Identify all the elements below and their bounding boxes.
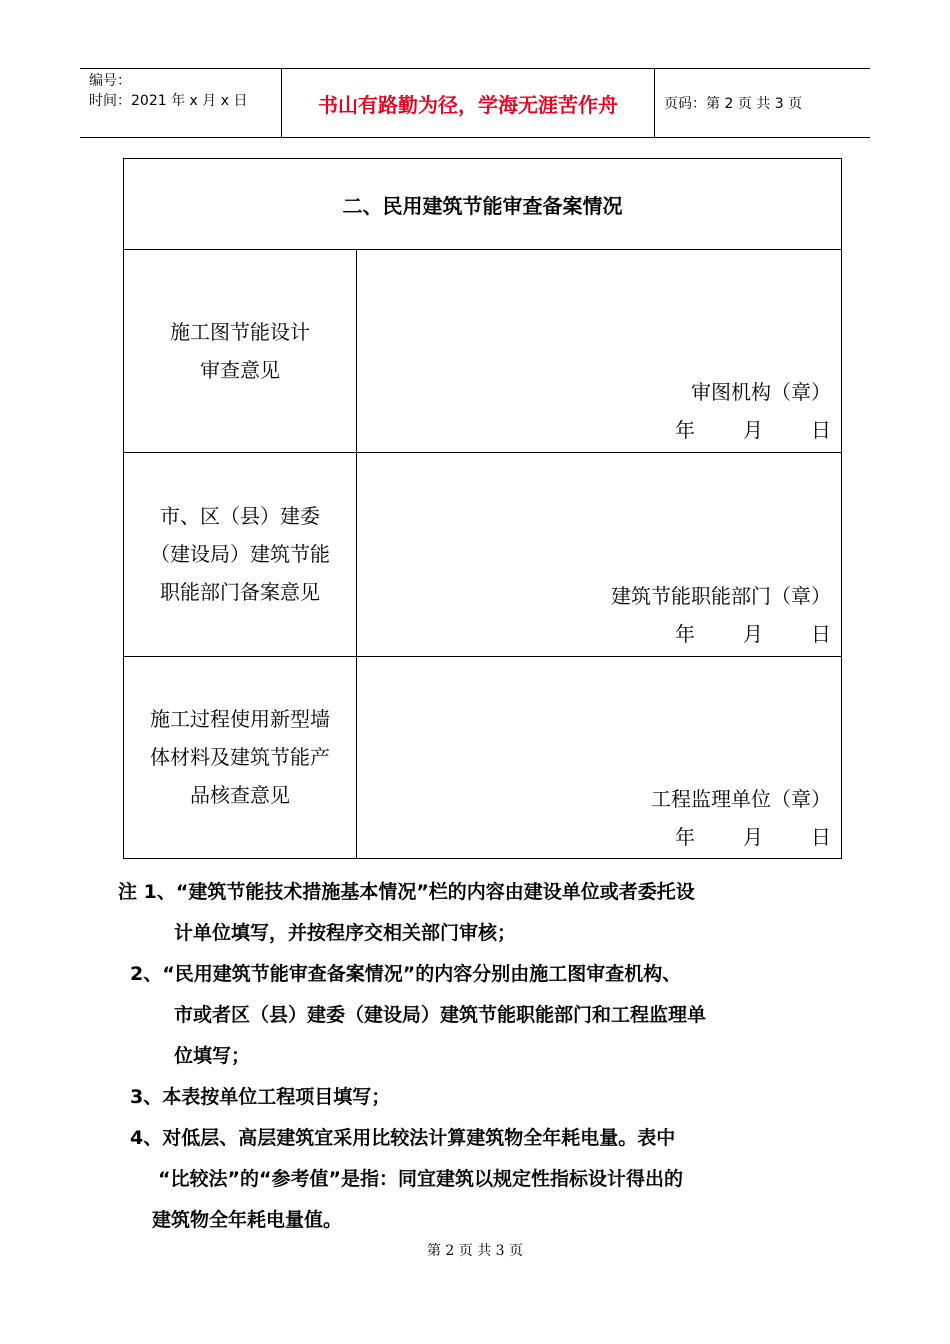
- note-line: 计单位填写，并按程序交相关部门审核；: [174, 922, 517, 944]
- note-line: 2、“民用建筑节能审查备案情况”的内容分别由施工图审查机构、: [130, 963, 682, 985]
- date-line: 年 月 日: [675, 825, 831, 849]
- date-line: 年 月 日: [675, 622, 831, 646]
- note-line: 3、本表按单位工程项目填写；: [130, 1086, 391, 1108]
- note-line: 建筑物全年耗电量值。: [152, 1209, 343, 1231]
- signature-block: [651, 780, 831, 856]
- table-row-filing: [124, 452, 841, 657]
- number-label: 编号：: [89, 73, 131, 89]
- label-line: 职能部门备案意见: [160, 580, 320, 604]
- seal-label: 工程监理单位（章）: [651, 787, 831, 811]
- note-line: 市或者区（县）建委（建设局）建筑节能职能部门和工程监理单: [174, 1004, 707, 1026]
- row-label: [124, 452, 357, 656]
- note-line: 4、对低层、高层建筑宜采用比较法计算建筑物全年耗电量。表中: [130, 1127, 676, 1149]
- label-line: 施工过程使用新型墙: [150, 707, 330, 731]
- row-label: [124, 249, 357, 452]
- note-line: 注 1、“建筑节能技术措施基本情况”栏的内容由建设单位或者委托设: [118, 881, 695, 903]
- header-motto: 书山有路勤为径，学海无涯苦作舟: [282, 69, 655, 137]
- label-line: 审查意见: [200, 357, 280, 382]
- signature-block: [611, 577, 831, 653]
- label-line: 体材料及建筑节能产: [150, 745, 330, 769]
- label-line: （建设局）建筑节能: [150, 542, 330, 566]
- label-line: 品核查意见: [190, 783, 290, 807]
- table-row-material-check: [124, 656, 841, 858]
- filing-table: [123, 158, 842, 859]
- document-header: [80, 68, 870, 138]
- table-row-design-review: [124, 249, 841, 453]
- seal-label: 建筑节能职能部门（章）: [611, 584, 831, 608]
- label-line: 市、区（县）建委: [160, 504, 320, 528]
- time-label: 时间：2021 年 x 月 x 日: [89, 93, 248, 109]
- page-footer: 第 2 页 共 3 页: [426, 1243, 524, 1259]
- seal-label: 审图机构（章）: [691, 380, 831, 404]
- label-line: 施工图节能设计: [170, 319, 310, 344]
- table-title: 二、民用建筑节能审查备案情况: [124, 159, 841, 250]
- note-line: “比较法”的“参考值”是指：同宜建筑以规定性指标设计得出的: [158, 1168, 683, 1190]
- signature-block: [675, 373, 831, 449]
- header-page-label: 页码：第 2 页 共 3 页: [664, 96, 803, 112]
- date-line: 年 月 日: [675, 418, 831, 442]
- header-info: [80, 69, 282, 137]
- row-label: [124, 656, 357, 858]
- note-line: 位填写；: [174, 1045, 251, 1067]
